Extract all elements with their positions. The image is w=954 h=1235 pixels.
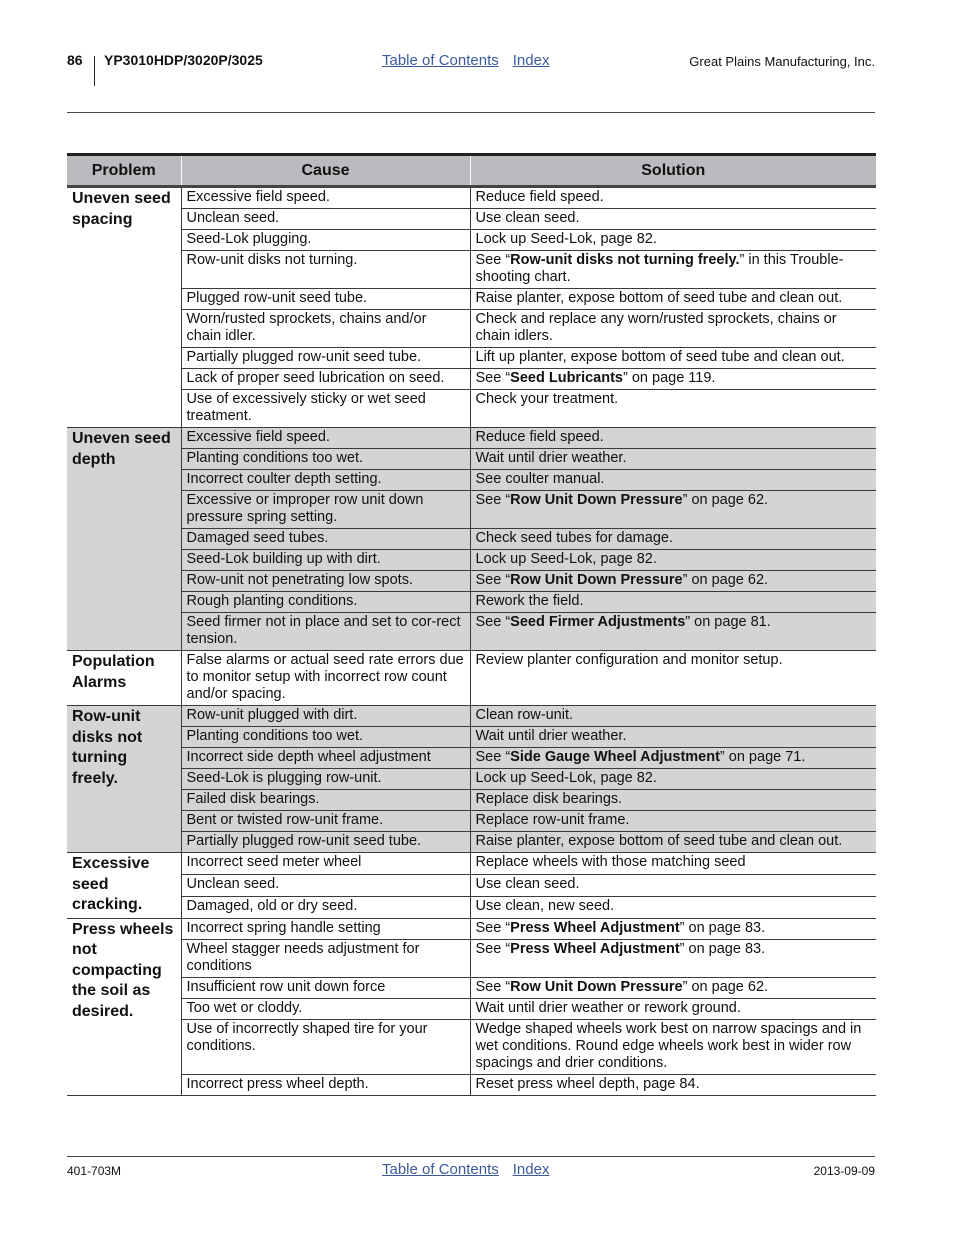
solution-reference: Side Gauge Wheel Adjustment xyxy=(510,749,720,765)
cause-cell: Row-unit not penetrating low spots. xyxy=(181,571,470,592)
solution-text: Reduce field speed. xyxy=(475,429,604,445)
solution-cell xyxy=(470,390,876,428)
cause-cell: Damaged, old or dry seed. xyxy=(181,896,470,918)
solution-reference: Row Unit Down Pressure xyxy=(510,978,683,995)
table-row xyxy=(67,651,876,706)
solution-cell xyxy=(470,289,876,310)
solution-cell xyxy=(470,1019,876,1074)
table-row xyxy=(67,310,876,348)
solution-text: ” on page 83. xyxy=(679,940,766,957)
solution-text: Use clean seed. xyxy=(475,210,580,226)
solution-text: See “ xyxy=(475,370,511,386)
cause-cell: Incorrect side depth wheel adjustment xyxy=(181,748,470,769)
table-row xyxy=(67,706,876,727)
table-row xyxy=(67,1019,876,1074)
cause-cell: Use of excessively sticky or wet seed treatment. xyxy=(181,390,470,428)
solution-text: Lock up Seed-Lok, page 82. xyxy=(475,770,657,786)
cause-cell: Excessive field speed. xyxy=(181,428,470,449)
solution-cell xyxy=(470,230,876,251)
cause-cell: Excessive or improper row unit down pressure spring setting. xyxy=(181,491,470,529)
table-row xyxy=(67,491,876,529)
document-title: YP3010HDP/3020P/3025 xyxy=(104,52,263,68)
solution-text: See “ xyxy=(475,572,511,588)
solution-text: Check your treatment. xyxy=(475,391,619,407)
table-row xyxy=(67,874,876,896)
problem-cell: Uneven seed spacing xyxy=(67,187,181,428)
cause-cell: Seed-Lok building up with dirt. xyxy=(181,550,470,571)
solution-text: Wait until drier weather. xyxy=(475,728,627,744)
table-row xyxy=(67,727,876,748)
solution-text: Lock up Seed-Lok, page 82. xyxy=(475,231,657,247)
solution-text: Wait until drier weather. xyxy=(475,450,627,466)
table-row xyxy=(67,449,876,470)
cause-cell: Incorrect spring handle setting xyxy=(181,918,470,939)
solution-cell xyxy=(470,348,876,369)
table-row xyxy=(67,977,876,998)
solution-cell xyxy=(470,651,876,706)
solution-cell xyxy=(470,998,876,1019)
cause-cell: Insufficient row unit down force xyxy=(181,977,470,998)
solution-cell xyxy=(470,811,876,832)
table-row xyxy=(67,918,876,939)
solution-cell xyxy=(470,529,876,550)
cause-cell: Incorrect seed meter wheel xyxy=(181,853,470,875)
solution-cell xyxy=(470,209,876,230)
table-row xyxy=(67,1074,876,1095)
solution-text: Replace row-unit frame. xyxy=(475,812,630,828)
table-row xyxy=(67,613,876,651)
revision-date: 2013-09-09 xyxy=(813,1164,875,1178)
page-header xyxy=(67,52,875,88)
table-row xyxy=(67,998,876,1019)
solution-text: Review planter configuration and monitor setup. xyxy=(475,652,783,668)
problem-cell: Uneven seed depth xyxy=(67,428,181,651)
cause-cell: Bent or twisted row-unit frame. xyxy=(181,811,470,832)
solution-text: ” on page 71. xyxy=(719,749,806,765)
header-divider xyxy=(94,56,95,86)
table-row xyxy=(67,811,876,832)
solution-text: ” in this Trouble-shooting chart. xyxy=(475,252,844,285)
solution-text: Replace wheels with those matching seed xyxy=(475,854,746,870)
solution-text: Raise planter, expose bottom of seed tube and clean out. xyxy=(475,290,843,306)
footer-links xyxy=(382,1161,563,1178)
solution-text: See “ xyxy=(475,492,511,508)
solution-cell xyxy=(470,896,876,918)
table-row xyxy=(67,939,876,977)
solution-text: ” on page 62. xyxy=(682,572,769,588)
table-row xyxy=(67,748,876,769)
solution-text: Check seed tubes for damage. xyxy=(475,530,673,546)
cause-cell: Plugged row-unit seed tube. xyxy=(181,289,470,310)
solution-reference: Row Unit Down Pressure xyxy=(510,572,683,588)
column-header-problem: Problem xyxy=(67,155,181,187)
cause-cell: Planting conditions too wet. xyxy=(181,727,470,748)
cause-cell: Row-unit plugged with dirt. xyxy=(181,706,470,727)
solution-cell xyxy=(470,977,876,998)
solution-cell xyxy=(470,187,876,209)
cause-cell: False alarms or actual seed rate errors due to monitor setup with incorrect row count and/or spacing. xyxy=(181,651,470,706)
table-row xyxy=(67,251,876,289)
solution-cell xyxy=(470,939,876,977)
cause-cell: Damaged seed tubes. xyxy=(181,529,470,550)
cause-cell: Failed disk bearings. xyxy=(181,790,470,811)
solution-text: Reset press wheel depth, page 84. xyxy=(475,1075,700,1092)
solution-text: See “ xyxy=(475,252,511,268)
solution-reference: Row Unit Down Pressure xyxy=(510,492,683,508)
cause-cell: Planting conditions too wet. xyxy=(181,449,470,470)
solution-reference: Press Wheel Adjustment xyxy=(510,940,680,957)
table-row xyxy=(67,592,876,613)
solution-cell xyxy=(470,491,876,529)
cause-cell: Partially plugged row-unit seed tube. xyxy=(181,348,470,369)
solution-cell xyxy=(470,571,876,592)
problem-cell: Row-unit disks not turning freely. xyxy=(67,706,181,853)
table-of-contents-link[interactable]: Table of Contents xyxy=(382,52,499,69)
solution-cell xyxy=(470,727,876,748)
footer-rule xyxy=(67,1156,875,1157)
solution-cell xyxy=(470,449,876,470)
solution-reference: Seed Lubricants xyxy=(510,370,623,386)
solution-text: See “ xyxy=(475,614,511,630)
cause-cell: Partially plugged row-unit seed tube. xyxy=(181,832,470,853)
table-row xyxy=(67,571,876,592)
solution-cell xyxy=(470,470,876,491)
table-row xyxy=(67,550,876,571)
solution-cell xyxy=(470,428,876,449)
cause-cell: Row-unit disks not turning. xyxy=(181,251,470,289)
footer-table-of-contents-link[interactable]: Table of Contents xyxy=(382,1161,499,1178)
cause-cell: Lack of proper seed lubrication on seed. xyxy=(181,369,470,390)
solution-cell xyxy=(470,853,876,875)
solution-text: ” on page 119. xyxy=(622,370,716,386)
problem-cell: Press wheels not compacting the soil as desired. xyxy=(67,918,181,1095)
table-row xyxy=(67,369,876,390)
table-body xyxy=(67,187,876,1096)
solution-cell xyxy=(470,790,876,811)
solution-reference: Press Wheel Adjustment xyxy=(510,919,680,936)
solution-cell xyxy=(470,592,876,613)
solution-cell xyxy=(470,1074,876,1095)
solution-text: See “ xyxy=(475,978,511,995)
table-row xyxy=(67,896,876,918)
solution-cell xyxy=(470,769,876,790)
cause-cell: Wheel stagger needs adjustment for conditions xyxy=(181,939,470,977)
cause-cell: Unclean seed. xyxy=(181,209,470,230)
problem-cell: Population Alarms xyxy=(67,651,181,706)
solution-text: ” on page 62. xyxy=(682,492,769,508)
index-link[interactable]: Index xyxy=(512,52,550,69)
solution-text: Raise planter, expose bottom of seed tube and clean out. xyxy=(475,833,843,849)
column-header-solution: Solution xyxy=(470,155,876,187)
table-row xyxy=(67,853,876,875)
cause-cell: Rough planting conditions. xyxy=(181,592,470,613)
solution-cell xyxy=(470,748,876,769)
table-header-row xyxy=(67,155,876,187)
table-row xyxy=(67,769,876,790)
solution-text: Check and replace any worn/rusted sprockets, chains or chain idlers. xyxy=(475,311,837,344)
cause-cell: Seed-Lok is plugging row-unit. xyxy=(181,769,470,790)
solution-text: Use clean, new seed. xyxy=(475,897,615,914)
solution-text: Lift up planter, expose bottom of seed tube and clean out. xyxy=(475,349,845,365)
cause-cell: Worn/rusted sprockets, chains and/or chain idler. xyxy=(181,310,470,348)
solution-cell xyxy=(470,832,876,853)
table-row xyxy=(67,390,876,428)
solution-reference: Seed Firmer Adjustments xyxy=(510,614,686,630)
page-number: 86 xyxy=(67,52,83,68)
footer-index-link[interactable]: Index xyxy=(512,1161,550,1178)
solution-text: Wait until drier weather or rework ground. xyxy=(475,999,741,1016)
troubleshooting-table xyxy=(67,153,876,1096)
cause-cell: Incorrect press wheel depth. xyxy=(181,1074,470,1095)
solution-cell xyxy=(470,874,876,896)
solution-text: ” on page 62. xyxy=(682,978,769,995)
solution-text: Rework the field. xyxy=(475,593,584,609)
solution-text: Reduce field speed. xyxy=(475,189,604,205)
solution-cell xyxy=(470,613,876,651)
company-name: Great Plains Manufacturing, Inc. xyxy=(689,54,875,69)
solution-cell xyxy=(470,369,876,390)
solution-text: See coulter manual. xyxy=(475,471,605,487)
solution-cell xyxy=(470,550,876,571)
solution-cell xyxy=(470,310,876,348)
table-row xyxy=(67,428,876,449)
table-row xyxy=(67,790,876,811)
table-row xyxy=(67,209,876,230)
solution-cell xyxy=(470,706,876,727)
solution-text: ” on page 83. xyxy=(679,919,766,936)
header-rule xyxy=(67,112,875,113)
table-row xyxy=(67,289,876,310)
solution-text: ” on page 81. xyxy=(685,614,771,630)
cause-cell: Seed-Lok plugging. xyxy=(181,230,470,251)
solution-text: Clean row-unit. xyxy=(475,707,574,723)
solution-cell xyxy=(470,251,876,289)
cause-cell: Unclean seed. xyxy=(181,874,470,896)
header-links xyxy=(382,52,563,69)
solution-text: See “ xyxy=(475,940,511,957)
table-row xyxy=(67,832,876,853)
solution-text: Wedge shaped wheels work best on narrow spacings and in wet conditions. Round edge wheels work best in wider row spacings and drier conditions. xyxy=(475,1020,862,1071)
solution-text: Replace disk bearings. xyxy=(475,791,623,807)
solution-cell xyxy=(470,918,876,939)
cause-cell: Seed firmer not in place and set to cor-rect tension. xyxy=(181,613,470,651)
solution-text: Lock up Seed-Lok, page 82. xyxy=(475,551,657,567)
table-row xyxy=(67,529,876,550)
solution-text: See “ xyxy=(475,749,511,765)
cause-cell: Use of incorrectly shaped tire for your conditions. xyxy=(181,1019,470,1074)
document-code: 401-703M xyxy=(67,1164,122,1178)
table-row xyxy=(67,348,876,369)
problem-cell: Excessive seed cracking. xyxy=(67,853,181,919)
table-row xyxy=(67,230,876,251)
cause-cell: Too wet or cloddy. xyxy=(181,998,470,1019)
solution-text: See “ xyxy=(475,919,511,936)
solution-reference: Row-unit disks not turning freely. xyxy=(510,252,740,268)
cause-cell: Incorrect coulter depth setting. xyxy=(181,470,470,491)
table-row xyxy=(67,470,876,491)
cause-cell: Excessive field speed. xyxy=(181,187,470,209)
solution-text: Use clean seed. xyxy=(475,875,580,892)
column-header-cause: Cause xyxy=(181,155,470,187)
table-row xyxy=(67,187,876,209)
